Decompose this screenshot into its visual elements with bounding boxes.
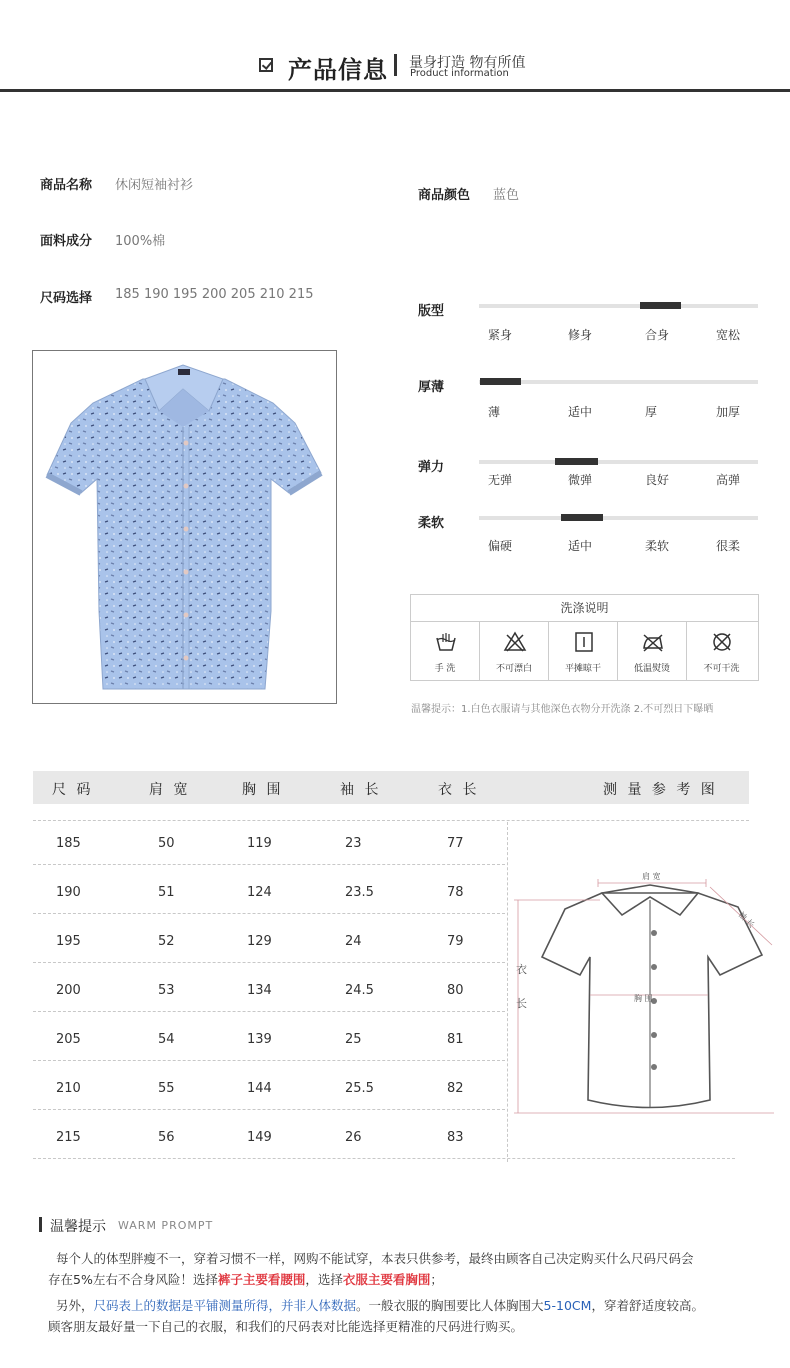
table-cell: 83	[447, 1130, 464, 1145]
table-cell: 80	[447, 983, 464, 998]
measurement-diagram	[510, 845, 780, 1135]
attr-option: 合身	[645, 328, 670, 342]
table-divider	[507, 822, 508, 1162]
th-length: 衣 长	[438, 782, 480, 798]
th-sleeve: 袖 长	[340, 782, 382, 798]
table-cell: 24.5	[345, 983, 374, 998]
size-value: 185 190 195 200 205 210 215	[115, 287, 314, 302]
wash-item-dry	[549, 622, 618, 680]
th-size: 尺 码	[52, 782, 94, 798]
diagram-shoulder-label: 肩 宽	[642, 872, 661, 881]
table-cell: 55	[158, 1081, 175, 1096]
attr-indicator	[480, 378, 521, 385]
fabric-label: 面料成分	[40, 234, 93, 249]
table-cell: 25	[345, 1032, 362, 1047]
table-cell: 190	[56, 885, 81, 900]
attr-option: 修身	[568, 328, 593, 342]
hand-wash-icon	[434, 630, 458, 654]
attr-option: 厚	[645, 405, 658, 419]
table-cell: 51	[158, 885, 175, 900]
dry-flat-icon	[572, 630, 596, 654]
table-cell: 53	[158, 983, 175, 998]
table-cell: 56	[158, 1130, 175, 1145]
attr-option: 偏硬	[488, 539, 513, 553]
table-cell: 77	[447, 836, 464, 851]
tips-line-3	[56, 1295, 704, 1316]
wash-item-bleach	[480, 622, 549, 680]
title-divider	[394, 54, 397, 76]
wash-item-label: 低温熨烫	[633, 664, 670, 674]
table-cell: 119	[247, 836, 272, 851]
attr-track	[479, 516, 758, 520]
table-cell: 50	[158, 836, 175, 851]
no-bleach-icon	[503, 630, 527, 654]
table-row-rule	[33, 1011, 505, 1013]
table-cell: 24	[345, 934, 362, 949]
size-label: 尺码选择	[40, 291, 93, 306]
attr-indicator	[561, 514, 603, 521]
tips-text: ；	[430, 1272, 443, 1287]
diagram-length-label-2: 长	[516, 997, 527, 1010]
table-cell: 81	[447, 1032, 464, 1047]
shirt-image	[33, 351, 336, 703]
table-row-rule	[33, 962, 505, 964]
tips-title: 温馨提示	[50, 1219, 106, 1235]
th-chest: 胸 围	[242, 782, 284, 798]
table-cell: 210	[56, 1081, 81, 1096]
tips-highlight-flat: 尺码表上的数据是平铺测量所得，并非人体数据	[93, 1298, 357, 1313]
section-subtitle: 量身打造 物有所值	[409, 55, 526, 71]
th-shoulder: 肩 宽	[149, 782, 191, 798]
attr-indicator	[640, 302, 681, 309]
tips-text: ，选择	[305, 1272, 343, 1287]
tips-highlight-shirt: 衣服主要看胸围	[342, 1272, 431, 1287]
table-cell: 54	[158, 1032, 175, 1047]
tips-text: 存在5%左右不合身风险！选择	[48, 1272, 218, 1287]
attr-option: 加厚	[716, 405, 741, 419]
wash-title: 洗涤说明	[411, 595, 758, 622]
attr-option: 很柔	[716, 539, 741, 553]
attr-label: 厚薄	[418, 380, 445, 395]
section-subtitle-en: Product information	[410, 68, 509, 79]
tips-text: 另外，	[56, 1298, 94, 1313]
table-cell: 26	[345, 1130, 362, 1145]
attr-option: 良好	[645, 473, 670, 487]
attr-option: 薄	[488, 405, 501, 419]
th-diagram: 测 量 参 考 图	[603, 782, 718, 798]
header-rule	[0, 89, 790, 92]
tips-bar	[39, 1217, 42, 1232]
attr-option: 适中	[568, 405, 593, 419]
table-top-rule	[33, 820, 749, 821]
table-cell: 79	[447, 934, 464, 949]
table-cell: 23.5	[345, 885, 374, 900]
tips-highlight-pants: 裤子主要看腰围	[217, 1272, 306, 1287]
table-cell: 144	[247, 1081, 272, 1096]
tips-highlight-cm: 5-10CM	[543, 1298, 592, 1313]
table-cell: 82	[447, 1081, 464, 1096]
tips-line-1: 每个人的体型胖瘦不一，穿着习惯不一样，网购不能试穿，本表只供参考，最终由顾客自己决定购买什么尺码尺码会	[56, 1251, 694, 1266]
wash-item-hand	[411, 622, 480, 680]
wash-item-label: 不可漂白	[495, 664, 532, 674]
table-cell: 134	[247, 983, 272, 998]
table-row-rule	[33, 1158, 735, 1160]
table-cell: 78	[447, 885, 464, 900]
no-dryclean-icon	[710, 630, 734, 654]
section-title: 产品信息	[288, 56, 388, 84]
tips-title-en: WARM PROMPT	[118, 1219, 214, 1232]
product-photo	[32, 350, 337, 704]
tips-text: 。一般衣服的胸围要比人体胸围大	[356, 1298, 544, 1313]
care-note: 温馨提示：1.白色衣服请与其他深色衣物分开洗涤 2.不可烈日下曝晒	[411, 704, 714, 715]
low-iron-icon	[641, 630, 665, 654]
table-row-rule	[33, 864, 505, 866]
table-row-rule	[33, 1060, 505, 1062]
diagram-length-label-1: 衣	[516, 963, 527, 976]
tips-text: ，穿着舒适度较高。	[591, 1298, 704, 1313]
wash-item-label: 不可干洗	[703, 664, 740, 674]
table-cell: 195	[56, 934, 81, 949]
tips-line-4: 顾客朋友最好量一下自己的衣服，和我们的尺码表对比能选择更精准的尺码进行购买。	[48, 1319, 524, 1334]
color-value: 蓝色	[493, 188, 520, 203]
table-row-rule	[33, 1109, 505, 1111]
wash-item-iron	[618, 622, 687, 680]
table-cell: 129	[247, 934, 272, 949]
diagram-sleeve-label: 袖 长	[736, 910, 757, 930]
attr-option: 宽松	[716, 328, 741, 342]
wash-item-dryclean	[687, 622, 756, 680]
table-cell: 215	[56, 1130, 81, 1145]
table-cell: 139	[247, 1032, 272, 1047]
wash-instructions	[410, 594, 759, 681]
fabric-value: 100%棉	[115, 234, 166, 249]
checkbox-icon	[259, 58, 273, 72]
table-cell: 200	[56, 983, 81, 998]
table-cell: 52	[158, 934, 175, 949]
table-cell: 124	[247, 885, 272, 900]
name-label: 商品名称	[40, 178, 93, 193]
table-cell: 205	[56, 1032, 81, 1047]
attr-option: 微弹	[568, 473, 593, 487]
tips-line-2	[48, 1269, 443, 1290]
attr-option: 柔软	[645, 539, 670, 553]
table-cell: 25.5	[345, 1081, 374, 1096]
table-cell: 185	[56, 836, 81, 851]
attr-option: 适中	[568, 539, 593, 553]
attr-option: 紧身	[488, 328, 513, 342]
attr-label: 版型	[418, 304, 445, 319]
table-row-rule	[33, 913, 505, 915]
color-label: 商品颜色	[418, 188, 471, 203]
attr-option: 高弹	[716, 473, 741, 487]
diagram-chest-label: 胸 围	[634, 994, 653, 1003]
attr-label: 柔软	[418, 516, 445, 531]
table-cell: 23	[345, 836, 362, 851]
table-cell: 149	[247, 1130, 272, 1145]
name-value: 休闲短袖衬衫	[115, 178, 194, 193]
attr-option: 无弹	[488, 473, 513, 487]
wash-item-label: 手 洗	[434, 664, 456, 674]
attr-track	[479, 460, 758, 464]
attr-track	[479, 304, 758, 308]
attr-indicator	[555, 458, 598, 465]
wash-item-label: 平摊晾干	[564, 664, 601, 674]
attr-label: 弹力	[418, 460, 445, 475]
